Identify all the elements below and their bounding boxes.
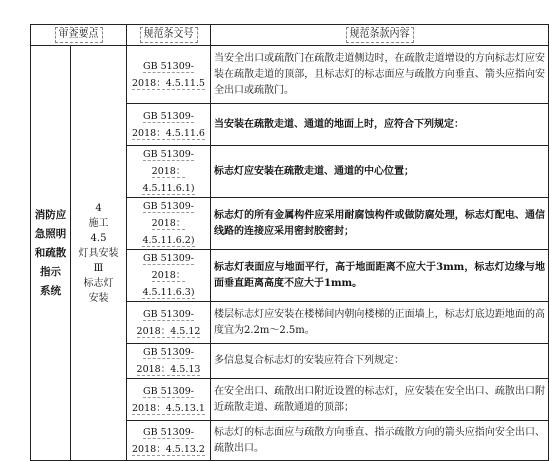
subcategory-line: 标志灯 [83,277,114,289]
clause-content-text: 标志灯应安装在疏散走道、通道的中心位置； [214,165,414,177]
clause-number-text: GB 51309-2018： [142,201,195,229]
clause-number-cell [127,421,211,461]
clause-content-cell [211,344,549,379]
header-row [31,25,549,46]
clause-number-text: GB 51309-2018： [142,149,195,177]
clause-number-text: 2018：4.5.13 [136,364,201,375]
clause-number-cell [127,379,211,421]
category-line: 消防应 [34,208,67,221]
clause-content-cell [211,198,549,250]
clause-content-cell [211,104,549,146]
clause-number-text: 2018：4.5.13.1 [132,402,205,414]
clause-content-cell [211,250,549,302]
clause-number-cell [127,198,211,250]
category-line: 急照明 [34,227,67,240]
clause-number-cell [127,302,211,344]
clause-content-text: 在安全出口、疏散出口附近设置的标志灯，应安装在安全出口、疏散出口附近疏散走道、疏散通道的顶部； [214,385,545,413]
clause-number-text: GB 51309- [142,426,195,438]
clause-number-text: 4.5.11.6.2) [142,235,195,246]
clause-number-text: GB 51309- [142,347,195,358]
clause-content-text: 多信息复合标志灯的安装应符合下列规定： [214,355,404,366]
clause-number-text: GB 51309-2018： [142,253,195,281]
clause-number-text: 4.5.11.6.1) [142,183,195,194]
subcategory-line: Ⅲ [93,262,104,274]
clause-content-text: 标志灯的标志面应与疏散方向垂直、指示疏散方向的箭头应指向安全出口、疏散出口。 [214,426,545,454]
category-cell [31,46,71,461]
clause-content-cell [211,379,549,421]
clause-content-text: 标志灯的所有金属构件应采用耐腐蚀构件或做防腐处理，标志灯配电、通信线路的连接应采用密封胶密封； [214,209,545,237]
category-line: 指示 [40,265,61,278]
header-clause-number: 规范条文号 [127,25,211,46]
clause-content-cell [211,302,549,344]
header-review-points: 审查要点 [31,25,127,46]
category-line: 系统 [40,284,61,297]
clause-number-text: 2018：4.5.12 [136,325,201,337]
header-clause-content: 规范条款内容 [211,25,549,46]
subcategory-cell [71,46,127,461]
clause-content-text: 当安装在疏散走道、通道的地面上时，应符合下列规定： [214,118,464,130]
clause-number-text: GB 51309- [142,308,195,320]
clause-content-cell [211,46,549,104]
subcategory-line: 灯具安装 [78,247,119,259]
clause-number-cell [127,250,211,302]
subcategory-line: 4 [95,202,102,214]
table-row [31,46,549,104]
clause-number-cell [127,104,211,146]
clause-content-text: 标志灯表面应与地面平行，高于地面距离不应大于3mm，标志灯边缘与地面垂直距离高度不应大于1mm。 [214,261,545,289]
clause-number-text: 2018：4.5.11.6 [132,127,205,139]
clause-content-cell [211,146,549,198]
clause-number-cell [127,46,211,104]
clause-number-text: 2018：4.5.13.2 [132,443,205,455]
subcategory-line: 施工 [88,217,109,229]
clause-number-text: GB 51309- [142,110,195,122]
clause-number-text: 2018：4.5.11.5 [132,77,205,89]
clause-number-text: GB 51309- [142,60,195,72]
clause-content-text: 楼层标志灯应安装在楼梯间内朝向楼梯的正面墙上，标志灯底边距地面的高度宜为2.2m～2.5m。 [214,308,545,336]
clause-content-cell [211,421,549,461]
clause-number-text: 4.5.11.6.3) [142,287,195,298]
subcategory-line: 4.5 [90,232,107,244]
clause-content-text: 当安全出口或疏散门在疏散走道侧边时，在疏散走道增设的方向标志灯应安装在疏散走道的顶部，且标志灯的标志面应与疏散方向垂直、箭头应指向安全出口或疏散门。 [214,52,545,96]
subcategory-line: 安装 [88,292,109,304]
review-table [30,24,549,461]
clause-number-cell [127,146,211,198]
clause-number-cell [127,344,211,379]
category-line: 和疏散 [34,246,67,259]
clause-number-text: GB 51309- [142,385,195,397]
